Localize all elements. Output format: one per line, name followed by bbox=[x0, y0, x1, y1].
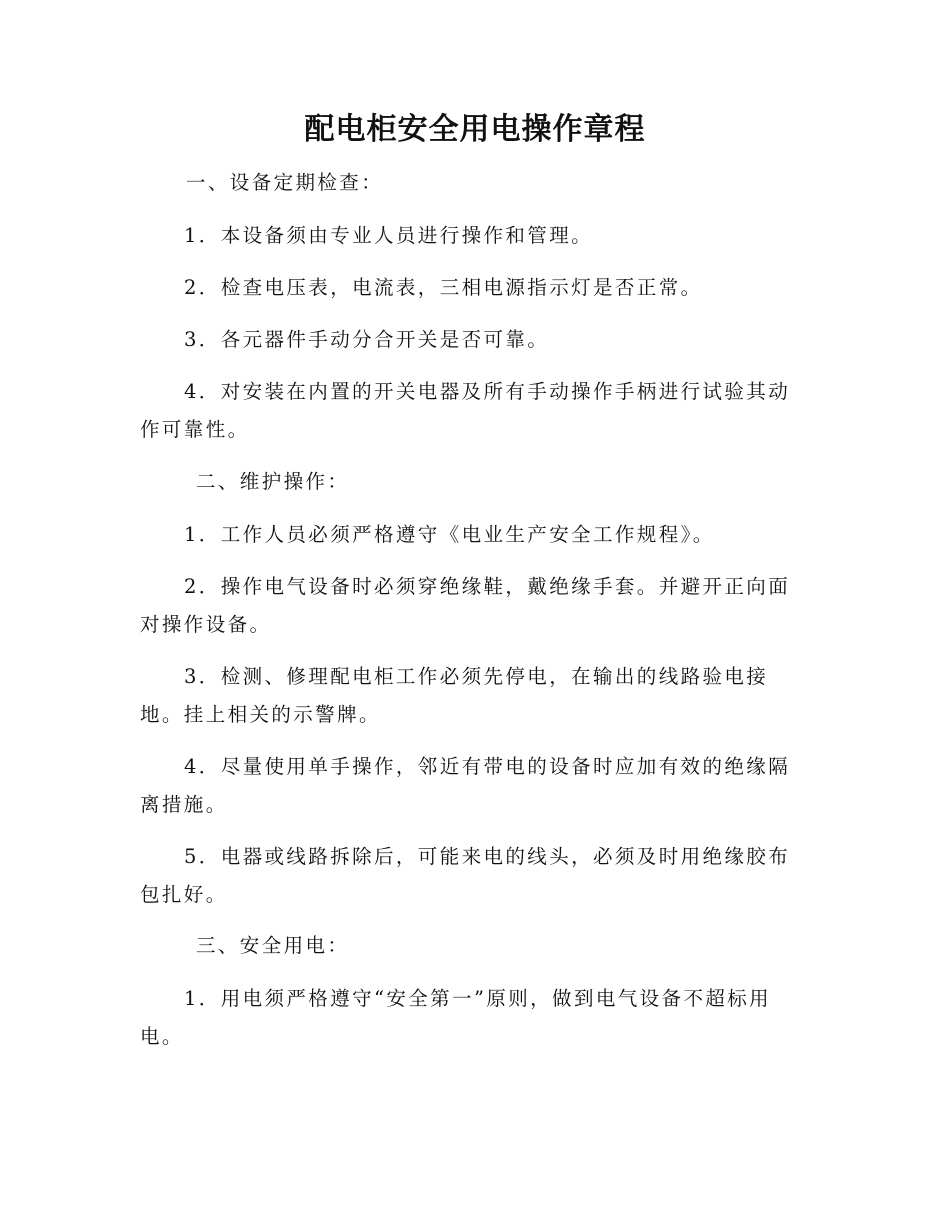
section-heading-safe-use: 三、安全用电： bbox=[196, 934, 350, 957]
paragraph-item: 3．检测、修理配电柜工作必须先停电，在输出的线路验电接地。挂上相关的示警牌。 bbox=[140, 665, 769, 726]
section-heading-inspection: 一、设备定期检查： bbox=[186, 171, 384, 194]
paragraph-item: 2．检查电压表，电流表，三相电源指示灯是否正常。 bbox=[184, 276, 703, 299]
paragraph-item: 1．本设备须由专业人员进行操作和管理。 bbox=[184, 224, 594, 247]
paragraph-item: 5．电器或线路拆除后，可能来电的线头，必须及时用绝缘胶布包扎好。 bbox=[140, 845, 791, 906]
paragraph-item: 4．尽量使用单手操作，邻近有带电的设备时应加有效的绝缘隔离措施。 bbox=[140, 755, 791, 816]
paragraph-item: 1．用电须严格遵守“安全第一”原则，做到电气设备不超标用电。 bbox=[140, 987, 772, 1048]
paragraph-item: 3．各元器件手动分合开关是否可靠。 bbox=[184, 328, 550, 351]
document-title: 配电柜安全用电操作章程 bbox=[304, 112, 646, 147]
section-heading-maintenance: 二、维护操作： bbox=[196, 470, 350, 493]
paragraph-item: 1．工作人员必须严格遵守《电业生产安全工作规程》。 bbox=[184, 523, 715, 546]
paragraph-item: 4．对安装在内置的开关电器及所有手动操作手柄进行试验其动作可靠性。 bbox=[140, 380, 791, 441]
paragraph-item: 2．操作电气设备时必须穿绝缘鞋，戴绝缘手套。并避开正向面对操作设备。 bbox=[140, 575, 791, 636]
